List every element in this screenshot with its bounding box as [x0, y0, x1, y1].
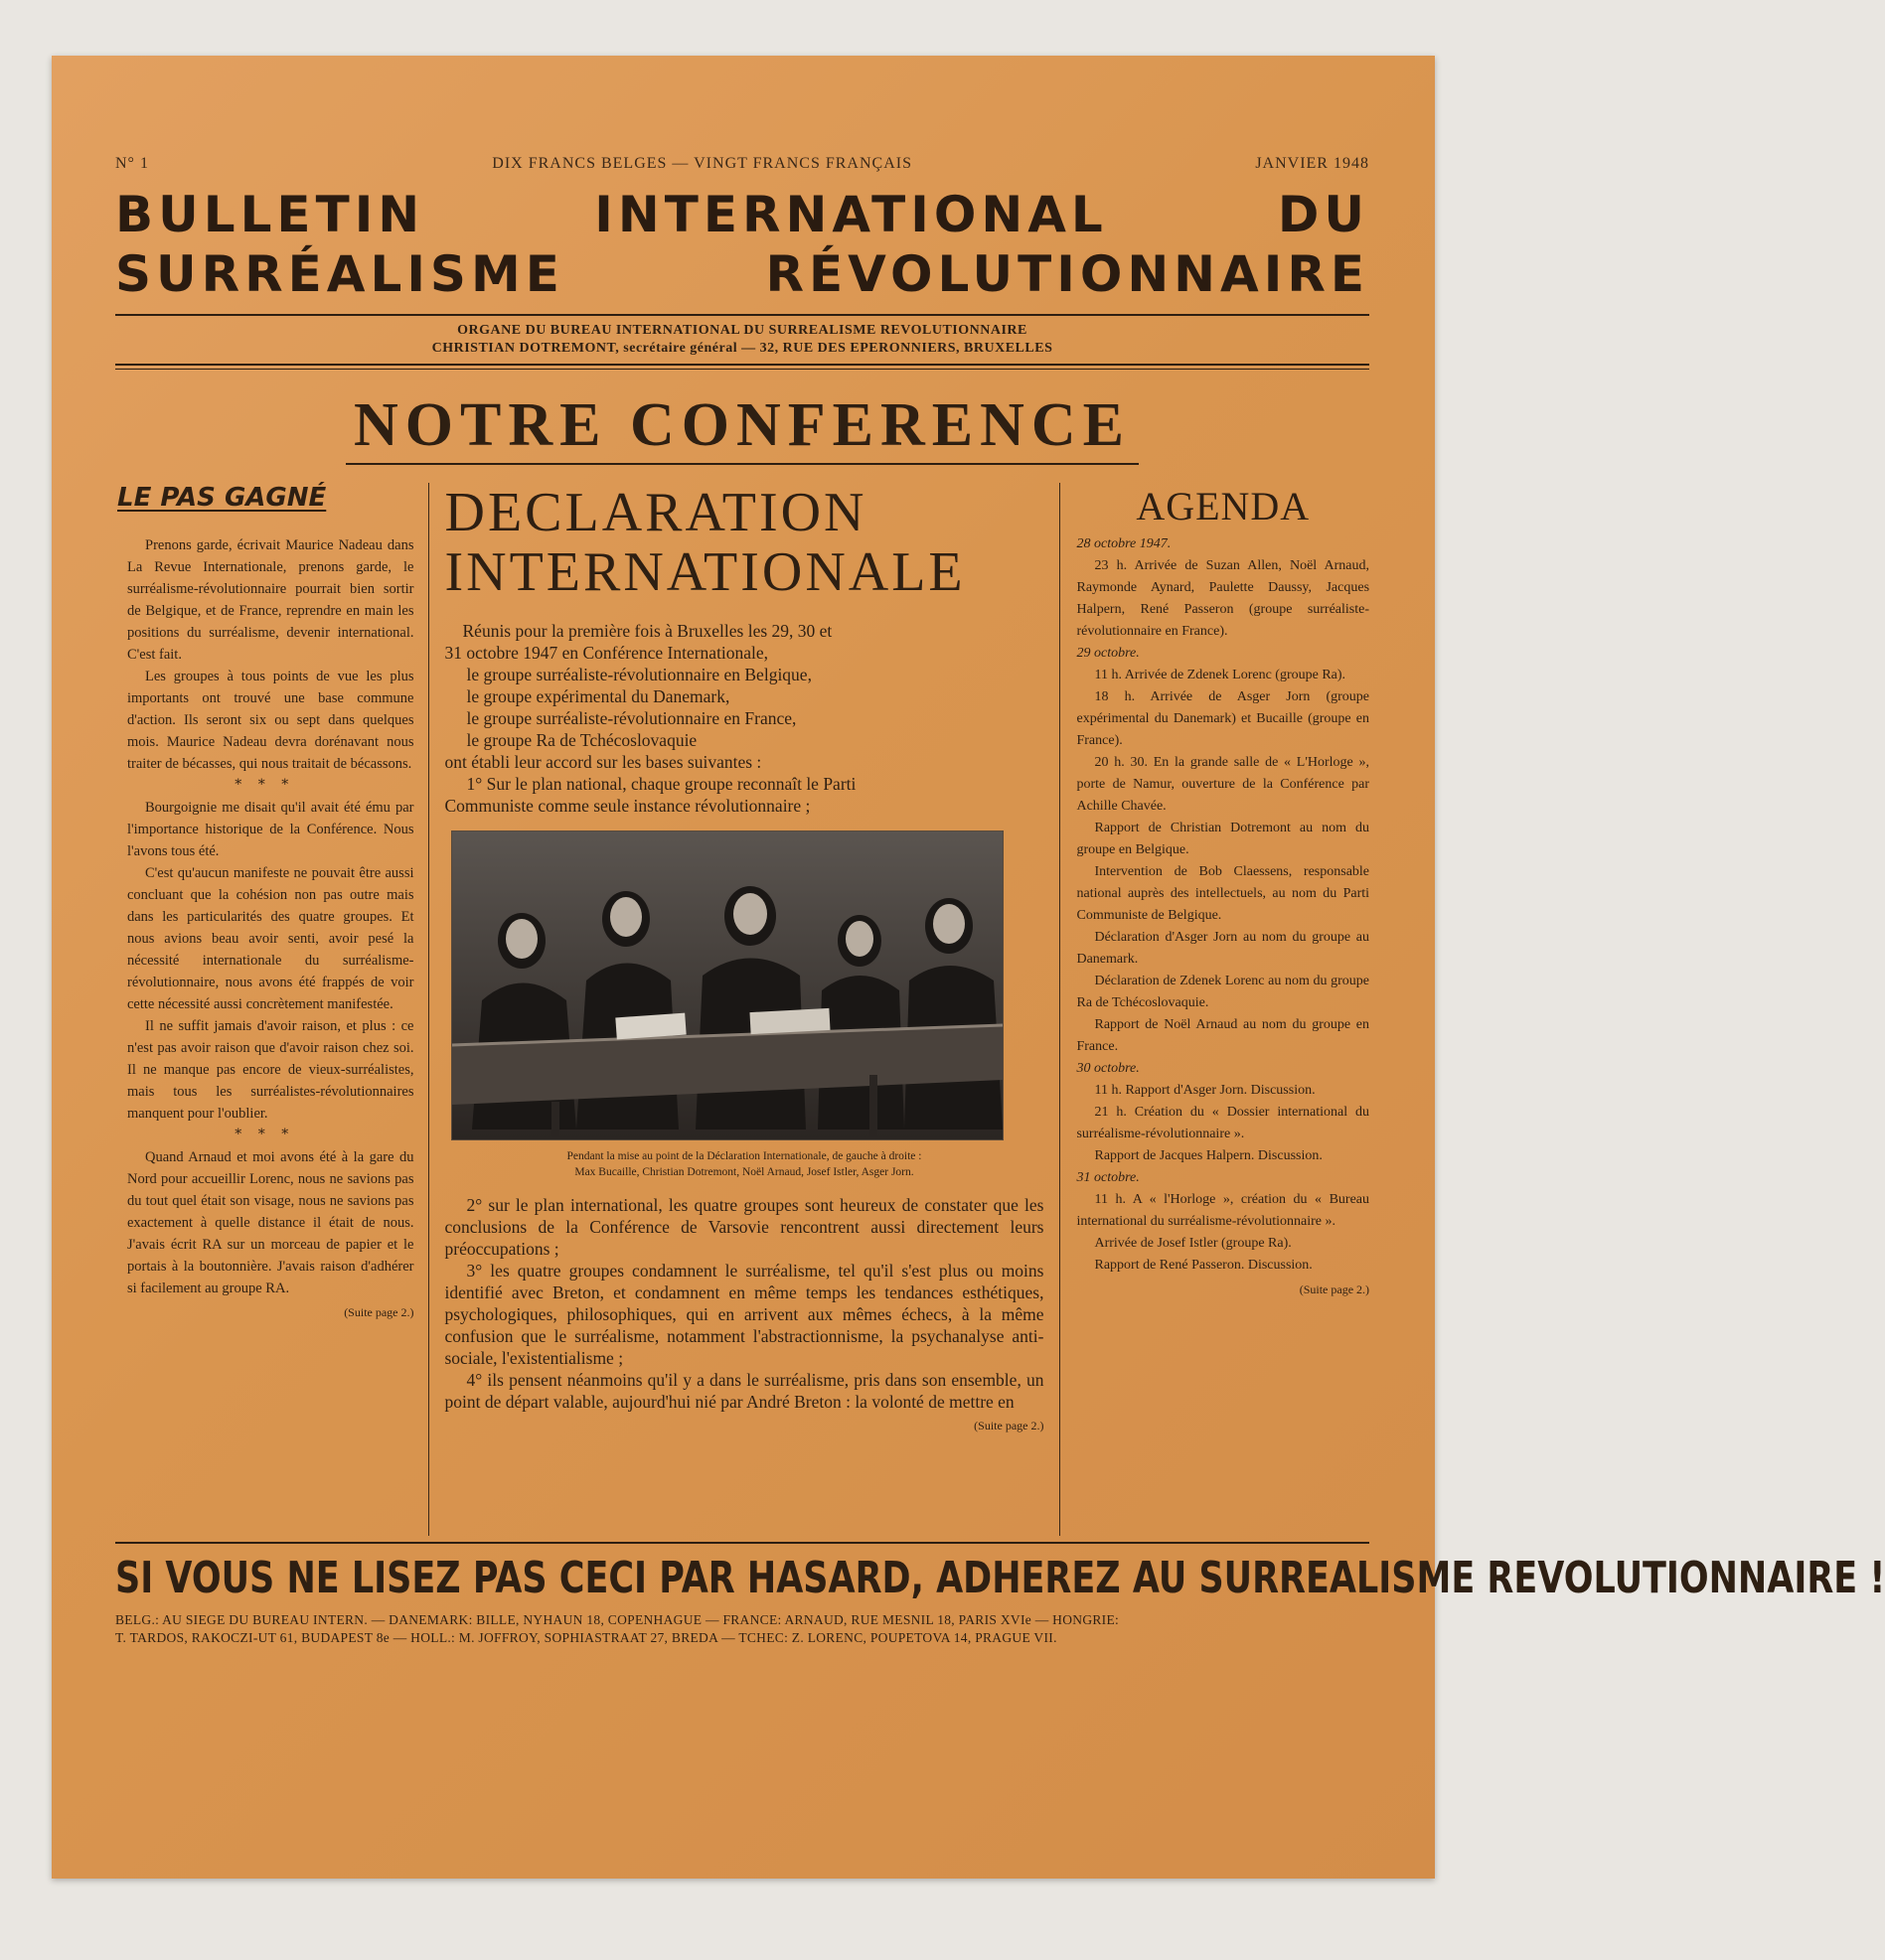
agenda-event: 20 h. 30. En la grande salle de « L'Horloge », porte de Namur, ouverture de la Conférence par Achille Chavée. [1076, 755, 1370, 814]
page-content [115, 155, 1885, 1647]
address-block [115, 1611, 1369, 1647]
declaration-intro [445, 620, 1044, 817]
masthead-rule-bottom [115, 364, 1369, 366]
agenda-event: 11 h. A « l'Horloge », création du « Bureau international du surréalisme-révolutionnaire ». [1076, 1192, 1370, 1229]
masthead-word: DU [1277, 186, 1369, 243]
caption-line-1: Pendant la mise au point de la Déclaration Internationale, de gauche à droite : [566, 1150, 922, 1162]
intro-line: Communiste comme seule instance révolutionnaire ; [444, 796, 811, 816]
price-line: DIX FRANCS BELGES — VINGT FRANCS FRANÇAIS [492, 155, 912, 172]
column-right [1060, 483, 1369, 1536]
masthead-word: SURRÉALISME [115, 245, 564, 303]
masthead-title [115, 185, 1369, 304]
conference-photo [451, 830, 1004, 1140]
article-columns [115, 483, 1369, 1536]
agenda-event: Rapport de René Passeron. Discussion. [1094, 1258, 1313, 1273]
left-paragraph: Prenons garde, écrivait Maurice Nadeau dans La Revue Internationale, prenons garde, le surréalisme-révolutionnaire pourrait bien sortir de Belgique, et de France, reprendre en main les positions du surréalisme, devenir international. C'est fait. [127, 537, 414, 663]
intro-line: le groupe expérimental du Danemark, [466, 686, 730, 706]
agenda-event: Rapport de Jacques Halpern. Discussion. [1094, 1148, 1323, 1163]
section-separator: * * * [235, 777, 295, 793]
agenda-heading: AGENDA [1136, 484, 1311, 528]
agenda-date: 28 octobre 1947. [1076, 536, 1172, 551]
newspaper-page [52, 56, 1885, 1879]
agenda-date: 30 octobre. [1076, 1061, 1140, 1076]
left-paragraph: Il ne suffit jamais d'avoir raison, et plus : ce n'est pas avoir raison que d'avoir raison chez soi. Il ne manque pas encore de vieux-surréalistes, mais tous les surréalistes-révolutionnaires manquent pour l'oublier. [127, 1018, 414, 1122]
agenda-event: 11 h. Rapport d'Asger Jorn. Discussion. [1094, 1083, 1316, 1098]
issue-date: JANVIER 1948 [1255, 155, 1369, 172]
section-separator: * * * [235, 1127, 295, 1142]
intro-line: Réunis pour la première fois à Bruxelles les 29, 30 et [462, 621, 833, 641]
agenda-event: Déclaration de Zdenek Lorenc au nom du groupe Ra de Tchécoslovaquie. [1076, 974, 1370, 1010]
masthead-line-1 [115, 185, 1369, 244]
declaration-point: 2° sur le plan international, les quatre groupes sont heureux de constater que les conclusions de la Conférence de Varsovie rencontrent aussi directement leurs préoccupations ; [444, 1195, 1044, 1259]
continued-note: (Suite page 2.) [344, 1305, 414, 1319]
organ-block [115, 316, 1369, 364]
masthead-line-2 [115, 244, 1369, 304]
agenda-event: Intervention de Bob Claessens, responsable national auprès des intellectuels, au nom du Parti Communiste de Belgique. [1076, 864, 1370, 923]
masthead-word: RÉVOLUTIONNAIRE [765, 245, 1369, 303]
footer-rule [115, 1542, 1369, 1544]
agenda-event: 21 h. Création du « Dossier international du surréalisme-révolutionnaire ». [1076, 1105, 1370, 1141]
organ-line-2: CHRISTIAN DOTREMONT, secrétaire général — 32, RUE DES EPERONNIERS, BRUXELLES [431, 341, 1053, 356]
intro-line: 31 octobre 1947 en Conférence Internationale, [444, 643, 769, 663]
declaration-heading [445, 483, 1044, 602]
top-info-line [115, 155, 1369, 173]
intro-line: 1° Sur le plan national, chaque groupe reconnaît le Parti [466, 774, 857, 794]
photo-caption [445, 1148, 1044, 1180]
issue-number: N° 1 [115, 155, 149, 172]
intro-line: le groupe surréaliste-révolutionnaire en France, [466, 708, 797, 728]
declaration-points [445, 1194, 1044, 1413]
agenda-event: 11 h. Arrivée de Zdenek Lorenc (groupe Ra). [1094, 668, 1346, 682]
headline-wrap [115, 370, 1369, 465]
left-paragraph: Les groupes à tous points de vue les plus importants ont trouvé une base commune d'action. Ils seront six ou sept dans quelques mois. Maurice Nadeau devra dorénavant nous traiter de bécasses, qui nous traitait de bécassons. [127, 669, 414, 772]
agenda-event: Rapport de Christian Dotremont au nom du groupe en Belgique. [1076, 821, 1370, 857]
agenda-event: Rapport de Noël Arnaud au nom du groupe en France. [1076, 1017, 1370, 1054]
address-line-2: T. TARDOS, RAKOCZI-UT 61, BUDAPEST 8e — HOLL.: M. JOFFROY, SOPHIASTRAAT 27, BREDA — TCHEC: Z. LORENC, POUPETOVA 14, PRAGUE VII. [115, 1630, 1057, 1645]
intro-line: ont établi leur accord sur les bases suivantes : [444, 752, 762, 772]
agenda-event: 23 h. Arrivée de Suzan Allen, Noël Arnaud, Raymonde Aynard, Paulette Daussy, Jacques Halpern, René Passeron (groupe surréaliste-révolutionnaire en France). [1076, 558, 1370, 639]
agenda-event: Arrivée de Josef Istler (groupe Ra). [1094, 1236, 1292, 1251]
agenda-date: 29 octobre. [1076, 646, 1140, 661]
main-headline: NOTRE CONFERENCE [346, 391, 1139, 465]
declaration-heading-line-2: INTERNATIONALE [444, 541, 966, 603]
masthead-word: BULLETIN [115, 186, 425, 243]
column-middle [429, 483, 1061, 1536]
intro-line: le groupe Ra de Tchécoslovaquie [466, 730, 698, 750]
declaration-point: 3° les quatre groupes condamnent le surréalisme, tel qu'il s'est plus ou moins identifié avec Breton, et condamnent en même temps les tendances esthétiques, psychologiques, philosophiques, qui en arrivent aux mêmes échecs, à la même confusion que le surréalisme, notamment l'abstractionnisme, la psychanalyse anti-sociale, l'existentialisme ; [444, 1261, 1044, 1368]
agenda-event: Déclaration d'Asger Jorn au nom du groupe au Danemark. [1076, 930, 1370, 967]
left-paragraph: C'est qu'aucun manifeste ne pouvait être aussi concluant que la cohésion non pas outre mais dans les particularités des quatre groupes. Et nous avions beau avoir senti, avoir pesé la nécessité internationale du surréalisme-révolutionnaire, nous avons été frappés de voir cette nécessité aussi concrètement manifestée. [127, 865, 414, 1012]
continued-note: (Suite page 2.) [1299, 1282, 1370, 1296]
left-heading: LE PAS GAGNÉ [117, 483, 327, 513]
intro-line: le groupe surréaliste-révolutionnaire en Belgique, [466, 665, 812, 684]
declaration-heading-line-1: DECLARATION [444, 482, 867, 543]
left-paragraph: Bourgoignie me disait qu'il avait été ému par l'importance historique de la Conférence. Nous l'avons tous été. [127, 800, 414, 859]
agenda-event: 18 h. Arrivée de Asger Jorn (groupe expérimental du Danemark) et Bucaille (groupe en France). [1076, 689, 1370, 748]
caption-line-2: Max Bucaille, Christian Dotremont, Noël Arnaud, Josef Istler, Asger Jorn. [574, 1166, 914, 1178]
column-left [115, 483, 429, 1536]
left-paragraph: Quand Arnaud et moi avons été à la gare du Nord pour accueillir Lorenc, nous ne savions pas du tout quel était son visage, nous ne savions pas exactement à quelle distance il était de nous. J'avais écrit RA sur un morceau de papier et le portais à la boutonnière. J'avais raison d'adhérer si facilement au groupe RA. [127, 1149, 414, 1296]
continued-note: (Suite page 2.) [974, 1419, 1044, 1432]
address-line-1: BELG.: AU SIEGE DU BUREAU INTERN. — DANEMARK: BILLE, NYHAUN 18, COPENHAGUE — FRANCE: ARNAUD, RUE MESNIL 18, PARIS XVIe — HONGRIE: [115, 1612, 1120, 1627]
photo-illustration [452, 831, 1003, 1139]
agenda-date: 31 octobre. [1076, 1170, 1140, 1185]
agenda-list [1076, 533, 1369, 1277]
masthead-word: INTERNATIONAL [594, 186, 1108, 243]
organ-line-1: ORGANE DU BUREAU INTERNATIONAL DU SURREALISME REVOLUTIONNAIRE [457, 323, 1027, 338]
declaration-point: 4° ils pensent néanmoins qu'il y a dans le surréalisme, pris dans son ensemble, un point de départ valable, aujourd'hui nié par André Breton : la volonté de mettre en [444, 1370, 1044, 1412]
slogan: SI VOUS NE LISEZ PAS CECI PAR HASARD, ADHEREZ AU SURREALISME REVOLUTIONNAIRE ! [115, 1554, 1885, 1603]
